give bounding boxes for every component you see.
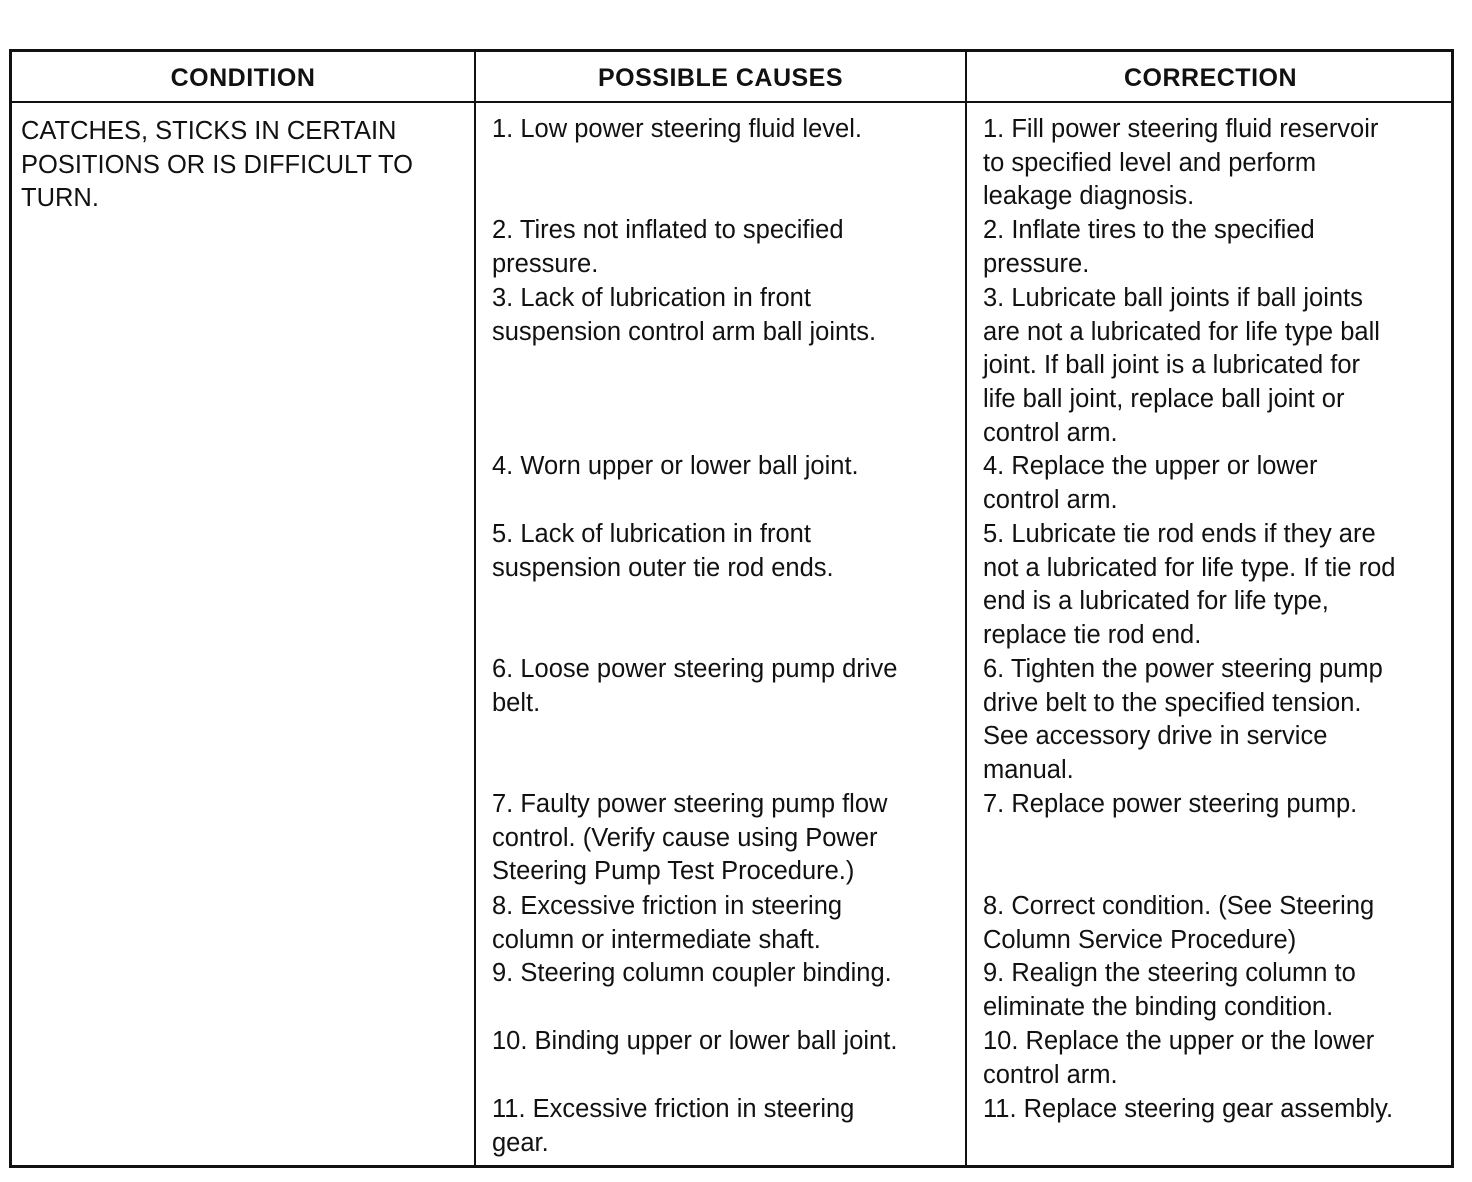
correction-item: 3. Lubricate ball joints if ball joints are not a lubricated for life type ball joint. If ball joint is a lubricated for life ball joint, replace ball joint or control arm. <box>983 284 1380 447</box>
cause-item: 1. Low power steering fluid level. <box>492 115 862 143</box>
possible-causes-header: POSSIBLE CAUSES <box>597 64 844 92</box>
column-divider <box>474 52 476 1165</box>
cause-item: 3. Lack of lubrication in front suspension control arm ball joints. <box>492 284 877 346</box>
correction-item: 2. Inflate tires to the specified pressure. <box>983 216 1315 278</box>
column-divider <box>965 52 967 1165</box>
correction-item: 9. Realign the steering column to eliminate the binding condition. <box>983 959 1356 1021</box>
correction-item: 5. Lubricate tie rod ends if they are not a lubricated for life type. If tie rod end is a lubricated for life type, replace tie rod end. <box>983 520 1396 650</box>
correction-item: 7. Replace power steering pump. <box>983 790 1358 818</box>
cause-item: 10. Binding upper or lower ball joint. <box>492 1027 898 1055</box>
correction-item: 11. Replace steering gear assembly. <box>983 1095 1394 1123</box>
correction-item: 10. Replace the upper or the lower control arm. <box>983 1027 1375 1089</box>
diagnosis-table <box>9 49 1454 1168</box>
correction-item: 1. Fill power steering fluid reservoir to specified level and perform leakage diagnosis. <box>983 115 1379 211</box>
condition-header: CONDITION <box>170 64 316 92</box>
cause-item: 11. Excessive friction in steering gear. <box>492 1095 855 1157</box>
cause-item: 5. Lack of lubrication in front suspension outer tie rod ends. <box>492 520 834 582</box>
condition-text: CATCHES, STICKS IN CERTAIN POSITIONS OR IS DIFFICULT TO TURN. <box>21 117 414 213</box>
correction-item: 8. Correct condition. (See Steering Column Service Procedure) <box>983 892 1375 954</box>
cause-item: 8. Excessive friction in steering column or intermediate shaft. <box>492 892 843 954</box>
correction-item: 4. Replace the upper or lower control arm. <box>983 452 1318 514</box>
correction-header: CORRECTION <box>1123 64 1298 92</box>
cause-item: 6. Loose power steering pump drive belt. <box>492 655 898 717</box>
correction-item: 6. Tighten the power steering pump drive belt to the specified tension. See accessory drive in service manual. <box>983 655 1383 785</box>
header-divider <box>12 101 1451 103</box>
cause-item: 9. Steering column coupler binding. <box>492 959 892 987</box>
cause-item: 7. Faulty power steering pump flow control. (Verify cause using Power Steering Pump Test Procedure.) <box>492 790 888 886</box>
cause-item: 2. Tires not inflated to specified pressure. <box>492 216 844 278</box>
cause-item: 4. Worn upper or lower ball joint. <box>492 452 859 480</box>
